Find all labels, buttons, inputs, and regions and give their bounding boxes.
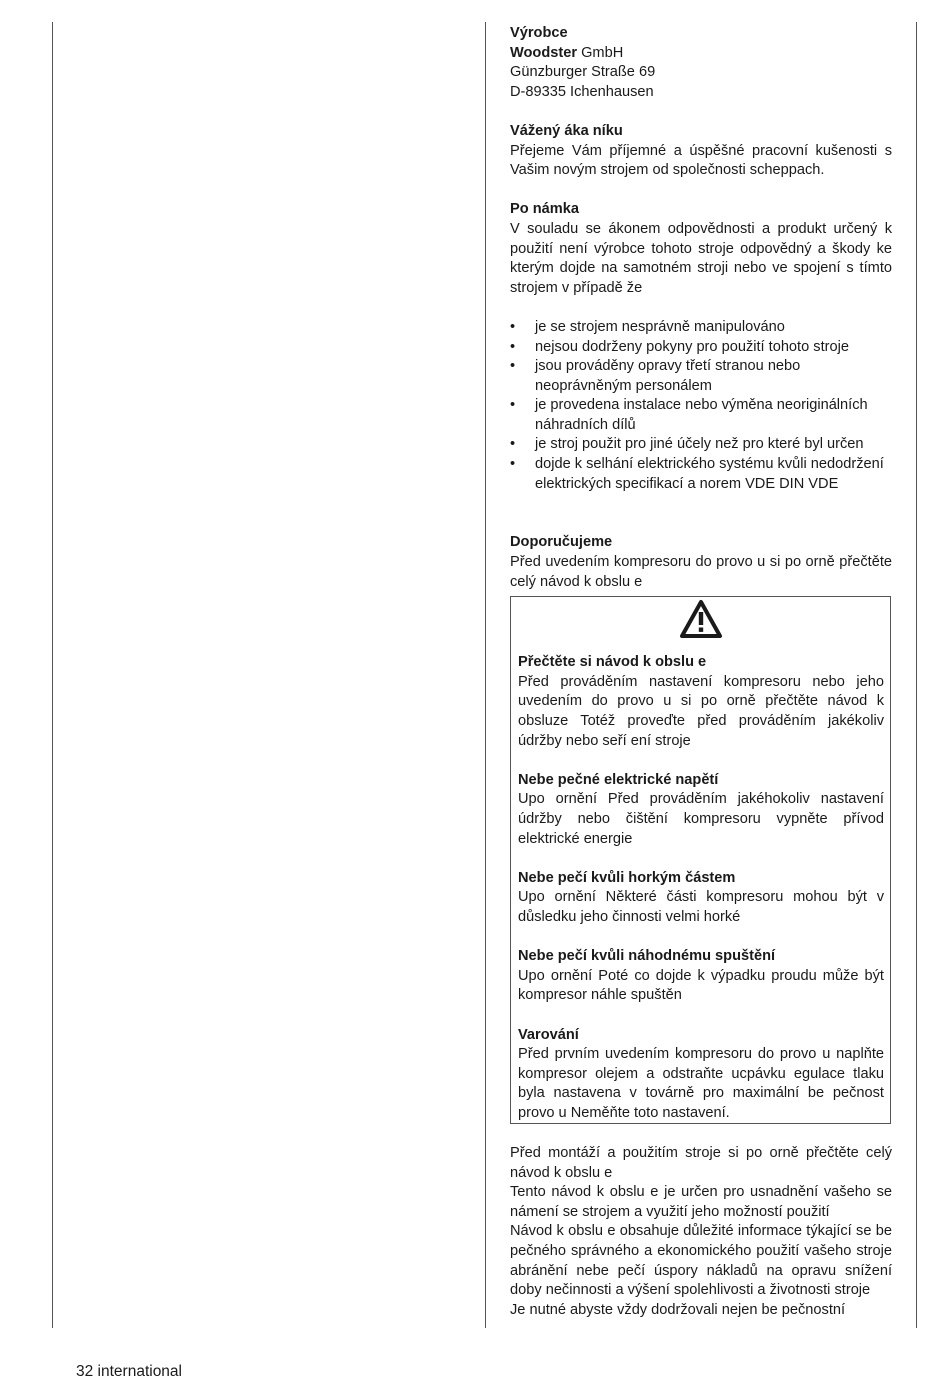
center-column-rule [485, 22, 486, 1328]
list-item: • je provedena instalace nebo výměna neoriginálních náhradních dílů [510, 396, 892, 435]
manufacturer-company [510, 44, 892, 64]
list-item: • je se strojem nesprávně manipulováno [510, 318, 892, 338]
list-item: • nejsou dodrženy pokyny pro použití tohoto stroje [510, 338, 892, 358]
warning-text-restart: Upo ornění Poté co dojde k výpadku proudu může být kompresor náhle spuštěn [518, 967, 884, 1004]
company-suffix: GmbH [577, 44, 624, 61]
notice-section [510, 200, 892, 494]
warning-text-manual: Před prováděním nastavení kompresoru nebo jeho uvedením do provo u si po orně přečtěte návod k obsluze Totéž proveďte před prováděním jakékoliv údržby nebo seří ení stroje [518, 673, 884, 749]
left-column-rule [52, 22, 53, 1328]
closing-paragraph: Před montáží a použitím stroje si po orně přečtěte celý návod k obslu e [510, 1145, 892, 1181]
list-item: • je stroj použit pro jiné účely než pro které byl určen [510, 435, 892, 455]
warning-text-voltage: Upo ornění Před prováděním jakéhokoliv nastavení údržby nebo čištění kompresoru vypněte přívod elektrické energie [518, 791, 884, 847]
greeting-heading: Vážený áka níku [510, 122, 623, 139]
notice-heading: Po námka [510, 201, 579, 218]
manufacturer-city: D-89335 Ichenhausen [510, 83, 654, 100]
safety-warning-box [510, 596, 891, 1124]
recommend-heading: Doporučujeme [510, 534, 613, 551]
warning-triangle-icon [679, 599, 723, 639]
warning-text-hot-parts: Upo ornění Některé části kompresoru mohou být v důsledku jeho činnosti velmi horké [518, 889, 884, 925]
brand-name: Woodster [510, 44, 578, 61]
text-column [510, 24, 892, 1320]
manufacturer-street: Günzburger Straße 69 [510, 64, 656, 81]
warning-heading-hot-parts: Nebe pečí kvůli horkým částem [518, 869, 736, 886]
warning-heading-voltage: Nebe pečné elektrické napětí [518, 771, 719, 788]
closing-paragraph: Je nutné abyste vždy dodržovali nejen be pečnostní [510, 1301, 846, 1318]
warning-heading-manual: Přečtěte si návod k obslu e [518, 654, 707, 671]
closing-paragraph: Návod k obslu e obsahuje důležité informace týkající se be pečného správného a ekonomického použití vašeho stroje abránění nebe pečí úspory nákladů na opravu snížení doby nečinnosti a výšení spolehlivosti a životnosti stroje [510, 1223, 892, 1299]
greeting-text: Přejeme Vám příjemné a úspěšné pracovní kušenosti s Vašim novým strojem od společnosti scheppach. [510, 142, 892, 179]
manufacturer-section [510, 24, 892, 102]
recommend-section [510, 533, 892, 592]
closing-paragraph: Tento návod k obslu e je určen pro usnadnění vašeho se námení se strojem a využití jeho možností použití [510, 1184, 892, 1220]
closing-section [510, 1144, 892, 1320]
list-item: • dojde k selhání elektrického systému kvůli nedodržení elektrických specifikací a norem VDE DIN VDE [510, 455, 892, 494]
notice-bullet-list [510, 318, 892, 494]
list-item: • jsou prováděny opravy třetí stranou nebo neoprávněným personálem [510, 357, 892, 396]
warning-text-caution: Před prvním uvedením kompresoru do provo u naplňte kompresor olejem a odstraňte ucpávku egulace tlaku byla nastavena v továrně pro maximální be pečnost provo u Neměňte toto nastavení. [518, 1046, 884, 1121]
notice-text: V souladu se ákonem odpovědnosti a produkt určený k použití není výrobce tohoto stroje odpovědný a škody ke kterým dojde na samotném stroji nebo ve spojení s tímto strojem v případě že [510, 220, 892, 296]
recommend-text: Před uvedením kompresoru do provo u si po orně přečtěte celý návod k obslu e [510, 554, 892, 590]
page-footer: 32 international [76, 1363, 182, 1380]
greeting-section [510, 122, 892, 181]
manufacturer-heading: Výrobce [510, 25, 568, 41]
right-column-rule [916, 22, 917, 1328]
warning-icon-wrap [518, 597, 884, 653]
warning-heading-restart: Nebe pečí kvůli náhodnému spuštění [518, 948, 776, 965]
warning-heading-caution: Varování [518, 1026, 579, 1043]
